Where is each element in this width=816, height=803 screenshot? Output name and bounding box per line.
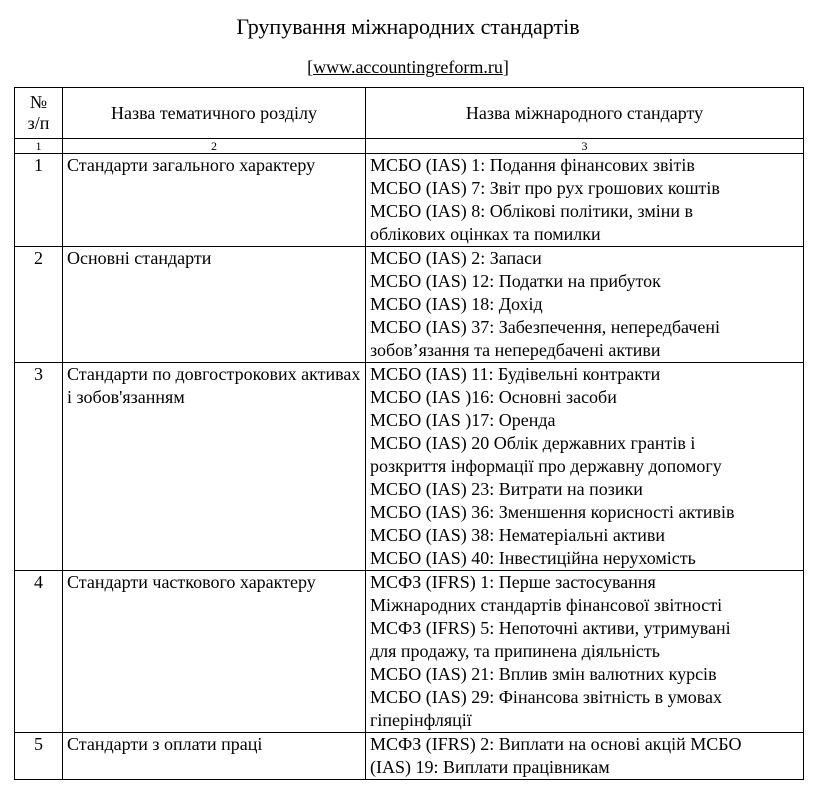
standard-line: МСФЗ (IFRS) 1: Перше застосування (370, 572, 656, 592)
source-open-bracket: [ (307, 57, 314, 77)
standard-line: МСБО (IAS) 18: Дохід (370, 294, 543, 314)
standard-line: МСФЗ (IFRS) 2: Виплати на основі акцій МСБО (370, 734, 742, 754)
standards-list (366, 363, 804, 571)
section-name: Основні стандарти (63, 247, 366, 363)
standard-line: МСБО (IAS )17: Оренда (370, 410, 556, 430)
standard-line: МСБО (IAS) 1: Подання фінансових звітів (370, 155, 695, 175)
standard-line: МСБО (IAS) 37: Забезпечення, непередбачені (370, 317, 720, 337)
header-number (15, 88, 63, 139)
standard-line: зобов’язання та непередбачені активи (370, 340, 661, 360)
standard-line: МСФЗ (IFRS) 5: Непоточні активи, утримувані (370, 618, 731, 638)
source-reference (0, 56, 816, 78)
table-row (15, 247, 804, 363)
standard-line: МСБО (IAS) 21: Вплив змін валютних курсів (370, 664, 717, 684)
standard-line: (IAS) 19: Виплати працівникам (370, 757, 610, 777)
standard-line: МСБО (IAS) 29: Фінансова звітність в умовах (370, 687, 723, 707)
standard-line: МСБО (IAS) 20 Облік державних грантів і (370, 433, 696, 453)
standards-list (366, 571, 804, 733)
standards-list (366, 733, 804, 780)
section-name: Стандарти по довгострокових активах і зобов'язанням (63, 363, 366, 571)
standard-line: МСБО (IAS) 38: Нематеріальні активи (370, 525, 665, 545)
row-number: 4 (15, 571, 63, 733)
standard-line: облікових оцінках та помилки (370, 224, 601, 244)
table-row (15, 363, 804, 571)
header-standard: Назва міжнародного стандарту (366, 88, 804, 139)
standard-line: МСБО (IAS )16: Основні засоби (370, 387, 617, 407)
column-number: 1 (15, 139, 63, 154)
row-number: 2 (15, 247, 63, 363)
section-name: Стандарти часткового характеру (63, 571, 366, 733)
standard-line: МСБО (IAS) 2: Запаси (370, 248, 542, 268)
standard-line: МСБО (IAS) 11: Будівельні контракти (370, 364, 661, 384)
column-number-row (15, 139, 804, 154)
standards-list (366, 247, 804, 363)
standards-table (14, 87, 804, 780)
standard-line: МСБО (IAS) 36: Зменшення корисності активів (370, 502, 735, 522)
standard-line: МСБО (IAS) 7: Звіт про рух грошових коштів (370, 178, 720, 198)
row-number: 5 (15, 733, 63, 780)
section-name: Стандарти з оплати праці (63, 733, 366, 780)
column-number: 3 (366, 139, 804, 154)
standard-line: МСБО (IAS) 8: Облікові політики, зміни в (370, 201, 694, 221)
table-row (15, 733, 804, 780)
standards-list (366, 154, 804, 247)
row-number: 3 (15, 363, 63, 571)
source-close-bracket: ] (502, 57, 509, 77)
standard-line: МСБО (IAS) 12: Податки на прибуток (370, 271, 661, 291)
standard-line: МСБО (IAS) 40: Інвестиційна нерухомість (370, 548, 696, 568)
standard-line: розкриття інформації про державну допомогу (370, 456, 722, 476)
table-header-row (15, 88, 804, 139)
header-number-abbrev: з/п (27, 113, 50, 133)
section-name: Стандарти загального характеру (63, 154, 366, 247)
standard-line: гіперінфляції (370, 710, 472, 730)
table-row (15, 571, 804, 733)
header-number-symbol: № (29, 92, 48, 112)
page-title: Групування міжнародних стандартів (236, 14, 580, 39)
row-number: 1 (15, 154, 63, 247)
standard-line: для продажу, та припинена діяльність (370, 641, 660, 661)
header-section: Назва тематичного розділу (63, 88, 366, 139)
table-row (15, 154, 804, 247)
column-number: 2 (63, 139, 366, 154)
standard-line: Міжнародних стандартів фінансової звітності (370, 595, 723, 615)
standard-line: МСБО (IAS) 23: Витрати на позики (370, 479, 643, 499)
source-link[interactable]: www.accountingreform.ru (313, 57, 503, 77)
table-body (15, 154, 804, 780)
